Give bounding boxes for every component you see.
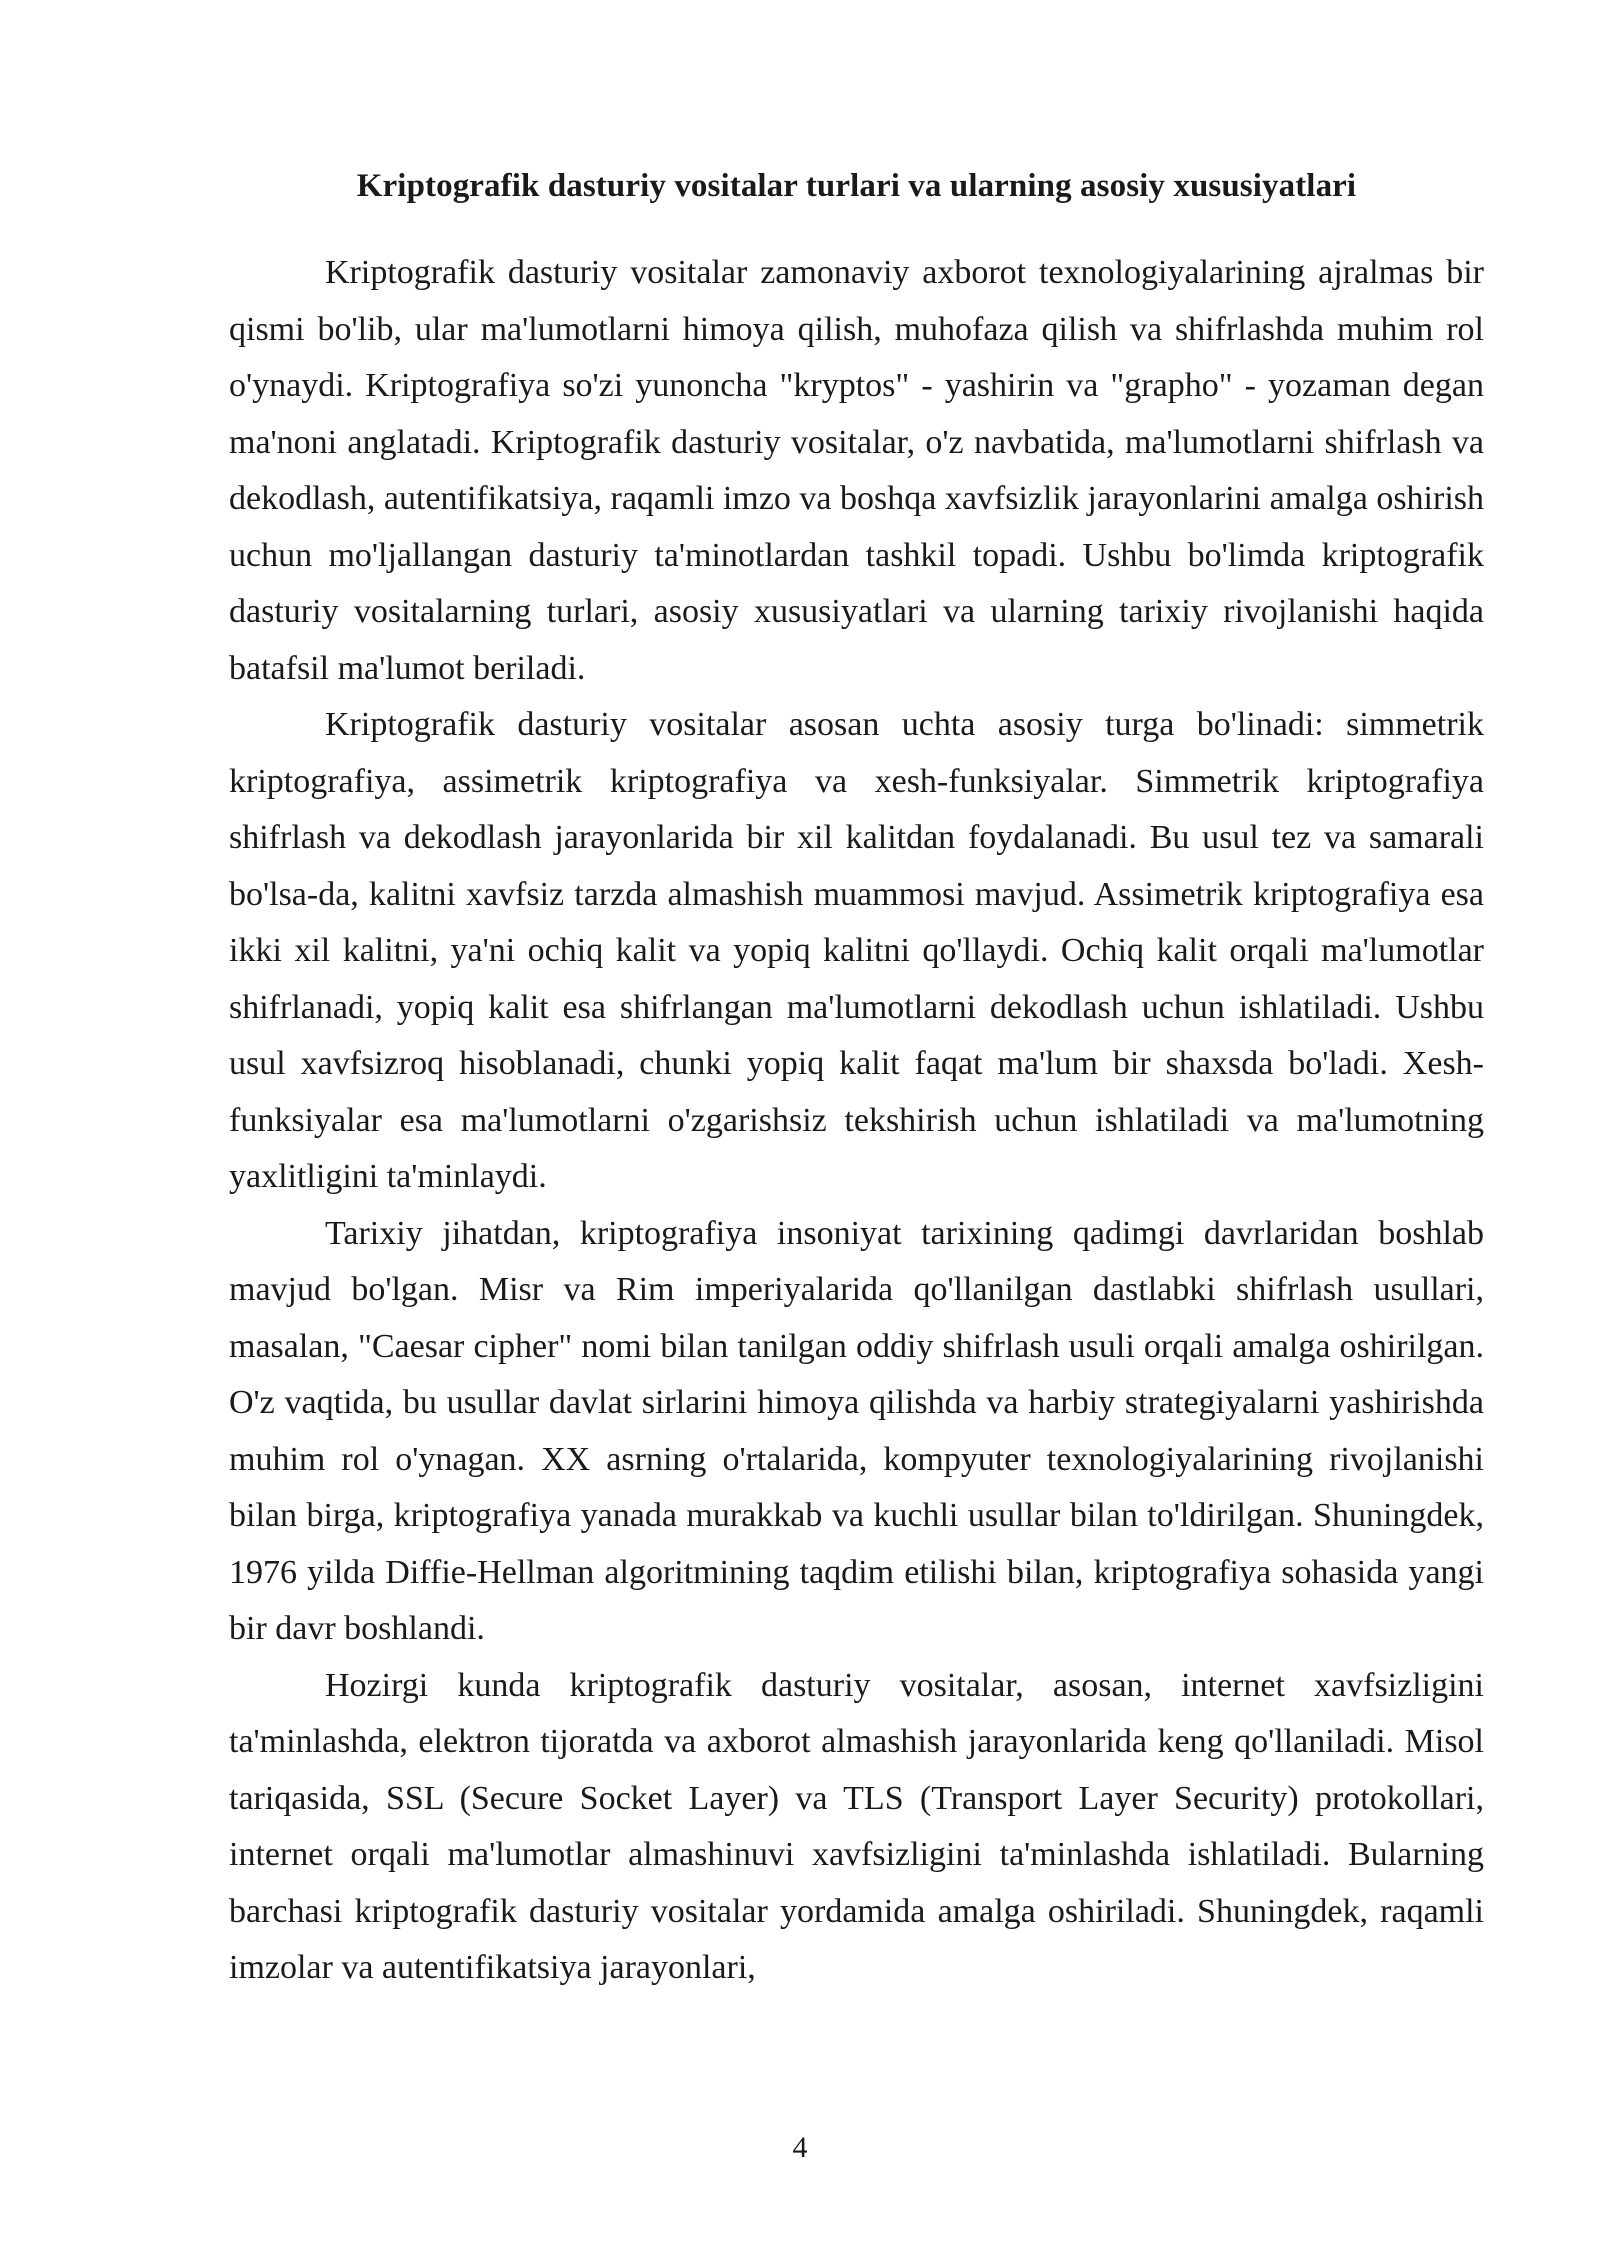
- paragraph-modern-usage: Hozirgi kunda kriptografik dasturiy vositalar, asosan, internet xavfsizligini ta'minlashda, elektron tijoratda va axborot almashish jarayonlarida keng qo'llaniladi. Misol tariqasida, SSL (Secure Socket Layer) va TLS (Transport Layer Security) protokollari, internet orqali ma'lumotlar almashinuvi xavfsizligini ta'minlashda ishlatiladi. Bularning barchasi kriptografik dasturiy vositalar yordamida amalga oshiriladi. Shuningdek, raqamli imzolar va autentifikatsiya jarayonlari,: [229, 1666, 1484, 1986]
- paragraph-introduction: Kriptografik dasturiy vositalar zamonaviy axborot texnologiyalarining ajralmas bir qismi bo'lib, ular ma'lumotlarni himoya qilish, muhofaza qilish va shifrlashda muhim rol o'ynaydi. Kriptografiya so'zi yunoncha "kryptos" - yashirin va "grapho" - yozaman degan ma'noni anglatadi. Kriptografik dasturiy vositalar, o'z navbatida, ma'lumotlarni shifrlash va dekodlash, autentifikatsiya, raqamli imzo va boshqa xavfsizlik jarayonlarini amalga oshirish uchun mo'ljallangan dasturiy ta'minotlardan tashkil topadi. Ushbu bo'limda kriptografik dasturiy vositalarning turlari, asosiy xususiyatlari va ularning tarixiy rivojlanishi haqida batafsil ma'lumot beriladi.: [229, 254, 1484, 687]
- page-title: Kriptografik dasturiy vositalar turlari va ularning asosiy xususiyatlari: [356, 168, 1357, 204]
- body-text: [229, 245, 1484, 1997]
- paragraph-types: Kriptografik dasturiy vositalar asosan uchta asosiy turga bo'linadi: simmetrik kriptografiya, assimetrik kriptografiya va xesh-funksiyalar. Simmetrik kriptografiya shifrlash va dekodlash jarayonlarida bir xil kalitdan foydalanadi. Bu usul tez va samarali bo'lsa-da, kalitni xavfsiz tarzda almashish muammosi mavjud. Assimetrik kriptografiya esa ikki xil kalitni, ya'ni ochiq kalit va yopiq kalitni qo'llaydi. Ochiq kalit orqali ma'lumotlar shifrlanadi, yopiq kalit esa shifrlangan ma'lumotlarni dekodlash uchun ishlatiladi. Ushbu usul xavfsizroq hisoblanadi, chunki yopiq kalit faqat ma'lum bir shaxsda bo'ladi. Xesh-funksiyalar esa ma'lumotlarni o'zgarishsiz tekshirish uchun ishlatiladi va ma'lumotning yaxlitligini ta'minlaydi.: [229, 706, 1484, 1195]
- page-number: 4: [792, 2131, 808, 2164]
- paragraph-history: Tarixiy jihatdan, kriptografiya insoniyat tarixining qadimgi davrlaridan boshlab mavjud bo'lgan. Misr va Rim imperiyalarida qo'llanilgan dastlabki shifrlash usullari, masalan, "Caesar cipher" nomi bilan tanilgan oddiy shifrlash usuli orqali amalga oshirilgan. O'z vaqtida, bu usullar davlat sirlarini himoya qilishda va harbiy strategiyalarni yashirishda muhim rol o'ynagan. XX asrning o'rtalarida, kompyuter texnologiyalarining rivojlanishi bilan birga, kriptografiya yanada murakkab va kuchli usullar bilan to'ldirilgan. Shuningdek, 1976 yilda Diffie-Hellman algoritmining taqdim etilishi bilan, kriptografiya sohasida yangi bir davr boshlandi.: [229, 1214, 1484, 1647]
